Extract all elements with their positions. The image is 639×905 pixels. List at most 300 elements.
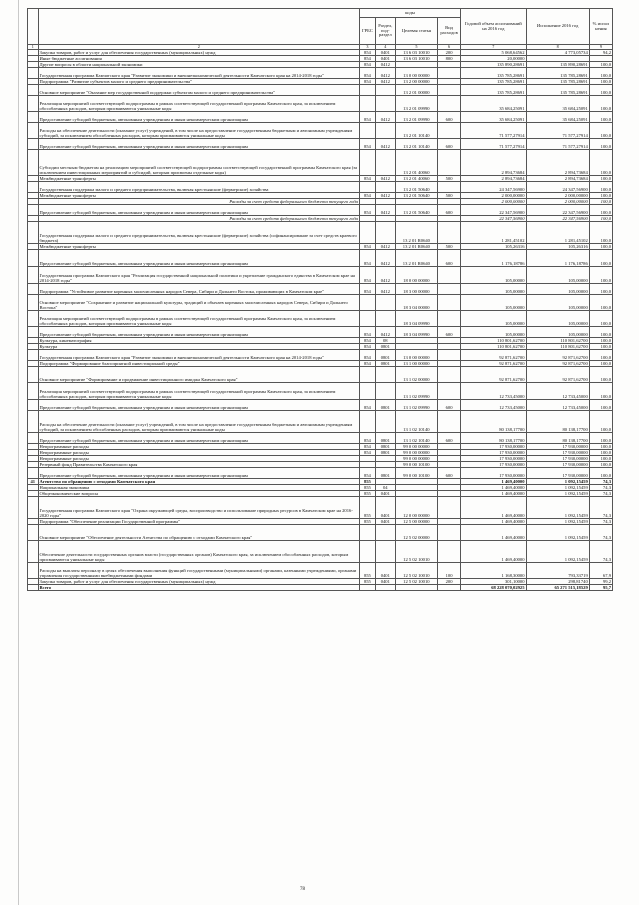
- table-row: [28, 383, 613, 400]
- row-grbs: [359, 295, 375, 311]
- row-name: Предоставление субсидий бюджетным, автономным учреждениям и иным некоммерческим организациям: [38, 327, 359, 338]
- row-number: [28, 85, 39, 96]
- row-statya: 13 2 01 40060: [395, 176, 437, 182]
- row-name: Основное мероприятие "Оказание мер государственной поддержки субъектам малого и среднего предпринимательства": [38, 85, 359, 96]
- row-name: Расходы на обеспечение деятельности (оказание услуг) учреждений, в том числе на предоставление государственным бюджетным и автономным учреждениям субсидий, за исключением обособленных расходов, которым присваиваются уникальные коды: [38, 123, 359, 139]
- row-vid: 600: [437, 327, 460, 338]
- table-row: [28, 350, 613, 361]
- row-statya: 13 0 00 00000: [395, 68, 437, 79]
- row-statya: 13 1 02 09990: [395, 383, 437, 400]
- row-name: Предоставление субсидий бюджетным, автономным учреждениям и иным некоммерческим организациям: [38, 112, 359, 123]
- row-vid: [437, 497, 460, 519]
- row-statya: 13 1 02 10140: [395, 411, 437, 433]
- table-row: [28, 295, 613, 311]
- row-razdel: 0401: [375, 519, 395, 525]
- row-plan-amount: 12 733,45000: [461, 383, 526, 400]
- row-statya: 13 2 01 09990: [395, 112, 437, 123]
- row-vid: [437, 123, 460, 139]
- row-razdel: [375, 383, 395, 400]
- row-name: Непрограммные расходы: [38, 456, 359, 462]
- row-grbs: [359, 585, 375, 591]
- row-statya: 13 2 01 R0640: [395, 244, 437, 250]
- row-number: [28, 96, 39, 112]
- row-fact-amount: 110 801,62700: [526, 344, 589, 350]
- row-percent: 100,0: [589, 176, 612, 182]
- row-statya: 99 0 00 10100: [395, 468, 437, 479]
- row-razdel: 0412: [375, 205, 395, 216]
- row-razdel: [375, 541, 395, 563]
- row-statya: 99 0 00 10100: [395, 462, 437, 468]
- row-fact-amount: 1 092,15459: [526, 519, 589, 525]
- row-name: Государственная программа Камчатского края "Развитие экономики и внешнеэкономической деятельности Камчатского края на 2014-2018 годы": [38, 68, 359, 79]
- row-number: [28, 541, 39, 563]
- row-percent: 100,0: [589, 123, 612, 139]
- row-statya: 13 2 01 50640: [395, 182, 437, 193]
- row-grbs: [359, 182, 375, 193]
- row-grbs: 854: [359, 193, 375, 199]
- row-percent: 100,0: [589, 311, 612, 327]
- row-grbs: 854: [359, 433, 375, 444]
- row-grbs: 854: [359, 267, 375, 284]
- table-row: [28, 563, 613, 579]
- row-vid: 600: [437, 139, 460, 150]
- row-percent: 100,0: [589, 444, 612, 450]
- row-fact-amount: 17 930,00000: [526, 444, 589, 450]
- row-plan-amount: 20,00000: [461, 56, 526, 62]
- row-percent: 100,0: [589, 112, 612, 123]
- row-grbs: 854: [359, 361, 375, 367]
- row-grbs: 854: [359, 338, 375, 344]
- row-plan-amount: 35 684,25091: [461, 96, 526, 112]
- row-fact-amount: 1 176,18786: [526, 250, 589, 267]
- row-fact-amount: 1 281,45102: [526, 222, 589, 244]
- row-razdel: 0801: [375, 444, 395, 450]
- row-plan-amount: 105,26316: [461, 244, 526, 250]
- row-vid: 600: [437, 205, 460, 216]
- row-percent: 100,0: [589, 199, 612, 205]
- row-name: Расходы за счет средств федерального бюджета текущего года: [38, 216, 359, 222]
- table-row: [28, 367, 613, 383]
- row-number: [28, 182, 39, 193]
- header-plan: Годовой объем ассигнований на 2016 год: [461, 9, 526, 45]
- row-name: Непрограммные расходы: [38, 450, 359, 456]
- row-percent: 74,3: [589, 519, 612, 525]
- row-plan-amount: 17 930,00000: [461, 462, 526, 468]
- row-plan-amount: 92 871,62700: [461, 367, 526, 383]
- row-percent: 100,0: [589, 85, 612, 96]
- row-razdel: [375, 222, 395, 244]
- row-razdel: 0412: [375, 327, 395, 338]
- row-name: Культура: [38, 344, 359, 350]
- row-razdel: 0401: [375, 579, 395, 585]
- row-statya: 13 6 03 10010: [395, 50, 437, 56]
- row-fact-amount: 65 271 515,18529: [526, 585, 589, 591]
- table-row: [28, 222, 613, 244]
- column-number: 8: [526, 45, 589, 50]
- row-grbs: [359, 85, 375, 96]
- row-plan-amount: 17 930,00000: [461, 468, 526, 479]
- row-name: Закупка товаров, работ и услуг для обеспечения государственных (муниципальных) нужд: [38, 579, 359, 585]
- row-statya: 13 6 03 10010: [395, 56, 437, 62]
- row-razdel: 0801: [375, 361, 395, 367]
- row-statya: 12 0 00 00000: [395, 497, 437, 519]
- row-number: [28, 525, 39, 541]
- row-percent: 100,0: [589, 284, 612, 295]
- row-razdel: 0412: [375, 267, 395, 284]
- table-row: [28, 525, 613, 541]
- row-grbs: 854: [359, 444, 375, 450]
- header-row-top: [28, 9, 613, 18]
- row-statya: 12 5 02 10010: [395, 541, 437, 563]
- row-vid: [437, 284, 460, 295]
- row-razdel: [375, 150, 395, 176]
- row-grbs: 855: [359, 497, 375, 519]
- row-fact-amount: 92 871,62700: [526, 361, 589, 367]
- row-grbs: 854: [359, 344, 375, 350]
- row-percent: 74,3: [589, 497, 612, 519]
- row-percent: 100,0: [589, 205, 612, 216]
- row-statya: 13 2 01 R0640: [395, 222, 437, 244]
- row-percent: 74,3: [589, 491, 612, 497]
- row-name: Расходы за счет средств федерального бюджета текущего года: [38, 199, 359, 205]
- row-name: Основное мероприятие "Сохранение и развитие национальной культуры, традиций и обычаев коренных малочисленных народов Севера, Сибири и Дальнего Востока": [38, 295, 359, 311]
- row-statya: 13 2 01 50640: [395, 193, 437, 199]
- row-grbs: [359, 150, 375, 176]
- row-percent: 100,0: [589, 267, 612, 284]
- row-statya: 99 0 00 00000: [395, 450, 437, 456]
- row-name: Основное мероприятие "Обеспечение деятельности Агентства по обращению с отходами Камчатского края": [38, 525, 359, 541]
- row-razdel: 0801: [375, 450, 395, 456]
- row-plan-amount: 2 000,00000: [461, 199, 526, 205]
- row-name: Основное мероприятие "Формирование и продвижение инвестиционного имиджа Камчатского края": [38, 367, 359, 383]
- row-name: Подпрограмма "Развитие субъектов малого и среднего предпринимательства": [38, 79, 359, 85]
- row-razdel: 0412: [375, 112, 395, 123]
- row-number: [28, 497, 39, 519]
- row-razdel: 0801: [375, 468, 395, 479]
- row-plan-amount: 110 801,62700: [461, 344, 526, 350]
- row-razdel: [375, 96, 395, 112]
- row-plan-amount: 71 577,27914: [461, 139, 526, 150]
- row-name: Общеэкономические вопросы: [38, 491, 359, 497]
- row-razdel: 0401: [375, 497, 395, 519]
- row-percent: 100,0: [589, 250, 612, 267]
- row-percent: 100,0: [589, 216, 612, 222]
- row-statya: 13 1 02 09990: [395, 400, 437, 411]
- table-row: [28, 96, 613, 112]
- row-razdel: 0412: [375, 250, 395, 267]
- row-percent: 100,0: [589, 193, 612, 199]
- row-plan-amount: 71 577,27914: [461, 123, 526, 139]
- row-statya: 13 1 02 10140: [395, 433, 437, 444]
- row-statya: 13 2 01 00000: [395, 85, 437, 96]
- row-number: [28, 112, 39, 123]
- row-fact-amount: 105,00000: [526, 295, 589, 311]
- row-plan-amount: 1 469,40000: [461, 485, 526, 491]
- row-percent: 67,9: [589, 563, 612, 579]
- row-name: Непрограммные расходы: [38, 444, 359, 450]
- table-row: [28, 284, 613, 295]
- table-row: [28, 433, 613, 444]
- row-razdel: 0412: [375, 284, 395, 295]
- row-vid: 500: [437, 176, 460, 182]
- header-razdel: Раздел, под-раздел: [375, 18, 395, 45]
- row-vid: [437, 541, 460, 563]
- row-razdel: [375, 311, 395, 327]
- table-row: [28, 68, 613, 79]
- row-name: Расходы на обеспечение деятельности (оказание услуг) учреждений, в том числе на предоставление государственным бюджетным и автономным учреждениям субсидий, за исключением обособленных расходов, которым присваиваются уникальные коды: [38, 411, 359, 433]
- row-grbs: 854: [359, 79, 375, 85]
- row-razdel: 04: [375, 485, 395, 491]
- row-razdel: 0401: [375, 563, 395, 579]
- row-fact-amount: 1 092,15459: [526, 491, 589, 497]
- row-number: [28, 468, 39, 479]
- row-statya: 13 1 02 00000: [395, 367, 437, 383]
- row-grbs: 854: [359, 244, 375, 250]
- row-grbs: [359, 222, 375, 244]
- row-vid: [437, 525, 460, 541]
- row-percent: 74,3: [589, 485, 612, 491]
- row-plan-amount: 1 168,30000: [461, 563, 526, 579]
- row-fact-amount: 80 138,17700: [526, 411, 589, 433]
- row-plan-amount: 68 228 070,02925: [461, 585, 526, 591]
- row-fact-amount: 135 785,28691: [526, 68, 589, 79]
- row-name: Закупка товаров, работ и услуг для обеспечения государственных (муниципальных) нужд: [38, 50, 359, 56]
- row-vid: 600: [437, 400, 460, 411]
- row-statya: 12 5 00 00000: [395, 519, 437, 525]
- row-name: Подпрограмма "Обеспечение реализации Государственной программы": [38, 519, 359, 525]
- row-plan-amount: 105,00000: [461, 295, 526, 311]
- table-row: [28, 123, 613, 139]
- table-row: [28, 150, 613, 176]
- row-razdel: 0412: [375, 244, 395, 250]
- row-vid: 500: [437, 193, 460, 199]
- row-number: [28, 400, 39, 411]
- row-vid: 800: [437, 56, 460, 62]
- row-percent: 100,0: [589, 383, 612, 400]
- row-statya: 18 3 04 09990: [395, 311, 437, 327]
- row-plan-amount: 80 138,17700: [461, 411, 526, 433]
- row-fact-amount: 12 733,45000: [526, 400, 589, 411]
- row-grbs: [359, 411, 375, 433]
- row-fact-amount: 298,81740: [526, 579, 589, 585]
- row-fact-amount: 1 092,15459: [526, 541, 589, 563]
- row-plan-amount: 80 138,17700: [461, 433, 526, 444]
- table-row: [28, 411, 613, 433]
- row-grbs: 854: [359, 327, 375, 338]
- row-grbs: 854: [359, 112, 375, 123]
- row-vid: [437, 68, 460, 79]
- row-vid: [437, 367, 460, 383]
- table-row: [28, 400, 613, 411]
- row-percent: 94,2: [589, 50, 612, 56]
- row-percent: 100,0: [589, 433, 612, 444]
- row-plan-amount: 17 930,00000: [461, 456, 526, 462]
- row-number: [28, 222, 39, 244]
- header-statya: Целевая статья: [395, 18, 437, 45]
- row-percent: 100,0: [589, 222, 612, 244]
- table-row: [28, 205, 613, 216]
- row-fact-amount: 92 871,62700: [526, 367, 589, 383]
- row-plan-amount: 24 347,56900: [461, 182, 526, 193]
- row-grbs: 854: [359, 56, 375, 62]
- row-vid: 500: [437, 244, 460, 250]
- row-plan-amount: 105,00000: [461, 327, 526, 338]
- row-number: [28, 250, 39, 267]
- row-grbs: 854: [359, 139, 375, 150]
- row-percent: 95,7: [589, 585, 612, 591]
- table-row: [28, 311, 613, 327]
- row-grbs: 855: [359, 479, 375, 485]
- row-plan-amount: 5 068,64562: [461, 50, 526, 56]
- row-statya: 13 2 01 09990: [395, 96, 437, 112]
- row-razdel: [375, 123, 395, 139]
- row-grbs: [359, 123, 375, 139]
- row-plan-amount: 1 469,40000: [461, 497, 526, 519]
- row-number: [28, 327, 39, 338]
- table-row: [28, 85, 613, 96]
- row-percent: 100,0: [589, 400, 612, 411]
- row-name: Предоставление субсидий бюджетным, автономным учреждениям и иным некоммерческим организациям: [38, 433, 359, 444]
- row-plan-amount: 2 894,73684: [461, 176, 526, 182]
- row-vid: [437, 383, 460, 400]
- budget-execution-table: [27, 8, 613, 591]
- row-percent: 99,2: [589, 579, 612, 585]
- row-name: Предоставление субсидий бюджетным, автономным учреждениям и иным некоммерческим организациям: [38, 468, 359, 479]
- row-grbs: 854: [359, 50, 375, 56]
- row-razdel: 0801: [375, 344, 395, 350]
- row-fact-amount: 1 092,15459: [526, 497, 589, 519]
- table-row: [28, 267, 613, 284]
- header-pct: % испол нения: [589, 9, 612, 45]
- row-grbs: [359, 383, 375, 400]
- row-grbs: 854: [359, 62, 375, 68]
- row-vid: 600: [437, 112, 460, 123]
- row-name: Реализация мероприятий соответствующей подпрограммы в рамках соответствующей государственной программы Камчатского края, за исключением обособленных расходов, которым присваиваются уникальные коды: [38, 383, 359, 400]
- row-grbs: 854: [359, 176, 375, 182]
- row-name: Расходы на выплаты персоналу в целях обеспечения выполнения функций государственными (муниципальными) органами, казенными учреждениями, органами управления государственными внебюджетными фондами: [38, 563, 359, 579]
- row-name: Государственная программа Камчатского края "Развитие экономики и внешнеэкономической деятельности Камчатского края на 2014-2018 годы": [38, 350, 359, 361]
- row-name: Межбюджетные трансферты: [38, 244, 359, 250]
- row-name: Иные бюджетные ассигнования: [38, 56, 359, 62]
- row-statya: 12 5 02 10010: [395, 563, 437, 579]
- row-name: Обеспечение деятельности государственных органов власти (государственных органов) Камчатского края, за исключением обособленных расходов, которым присваиваются уникальные коды: [38, 541, 359, 563]
- row-percent: 100,0: [589, 344, 612, 350]
- row-vid: 600: [437, 433, 460, 444]
- row-percent: 74,3: [589, 541, 612, 563]
- row-razdel: 0801: [375, 433, 395, 444]
- row-fact-amount: 12 733,45000: [526, 383, 589, 400]
- row-statya: 12 5 02 10010: [395, 579, 437, 585]
- row-grbs: 854: [359, 284, 375, 295]
- row-fact-amount: 1 092,15459: [526, 479, 589, 485]
- row-vid: 100: [437, 563, 460, 579]
- row-fact-amount: 17 930,00000: [526, 468, 589, 479]
- row-statya: 13 2 01 10140: [395, 139, 437, 150]
- row-plan-amount: 135 785,28691: [461, 68, 526, 79]
- row-name: Межбюджетные трансферты: [38, 193, 359, 199]
- row-vid: [437, 96, 460, 112]
- row-plan-amount: 1 469,40000: [461, 525, 526, 541]
- row-number: [28, 295, 39, 311]
- row-razdel: 0412: [375, 139, 395, 150]
- row-fact-amount: 1 092,15459: [526, 525, 589, 541]
- row-vid: 200: [437, 579, 460, 585]
- row-plan-amount: 1 469,40000: [461, 519, 526, 525]
- row-vid: [437, 350, 460, 361]
- row-statya: 99 0 00 00000: [395, 456, 437, 462]
- row-plan-amount: 135 890,28691: [461, 62, 526, 68]
- row-statya: 13 2 01 10140: [395, 123, 437, 139]
- row-plan-amount: 92 871,62700: [461, 361, 526, 367]
- row-vid: [437, 295, 460, 311]
- row-name: Субсидии местным бюджетам на реализацию мероприятий соответствующей подпрограммы соответствующей государственной программы Камчатского края (за исключением инвестиционных мероприятий и субсидий, которым присвоены отдельные коды): [38, 150, 359, 176]
- row-fact-amount: 110 801,62700: [526, 338, 589, 344]
- table-row: [28, 497, 613, 519]
- row-number: [28, 433, 39, 444]
- binding-edge: [18, 0, 19, 905]
- row-plan-amount: 105,00000: [461, 284, 526, 295]
- row-fact-amount: 17 930,00000: [526, 462, 589, 468]
- row-plan-amount: 17 930,00000: [461, 444, 526, 450]
- row-percent: 100,0: [589, 68, 612, 79]
- row-grbs: 854: [359, 450, 375, 456]
- row-razdel: [375, 295, 395, 311]
- row-name: Подпрограмма "Устойчивое развитие коренных малочисленных народов Севера, Сибири и Дальнего Востока, проживающих в Камчатском крае": [38, 284, 359, 295]
- row-razdel: 0412: [375, 62, 395, 68]
- row-name: Национальная экономика: [38, 485, 359, 491]
- row-plan-amount: 22 347,56900: [461, 216, 526, 222]
- row-fact-amount: 105,00000: [526, 284, 589, 295]
- row-grbs: 855: [359, 579, 375, 585]
- header-codes: коды: [359, 9, 460, 18]
- row-plan-amount: 1 469,40000: [461, 479, 526, 485]
- row-razdel: 0801: [375, 350, 395, 361]
- row-plan-amount: 22 347,56900: [461, 205, 526, 216]
- row-plan-amount: 1 281,45102: [461, 222, 526, 244]
- row-razdel: [375, 367, 395, 383]
- row-razdel: [375, 411, 395, 433]
- row-name: Государственная поддержка малого и среднего предпринимательства, включая крестьянские (фермерские) хозяйства: [38, 182, 359, 193]
- row-statya: 13 2 01 40060: [395, 150, 437, 176]
- row-fact-amount: 22 347,56900: [526, 216, 589, 222]
- row-statya: 13 2 01 R0640: [395, 250, 437, 267]
- row-fact-amount: 793,33719: [526, 563, 589, 579]
- row-percent: 100,0: [589, 295, 612, 311]
- row-statya: 12 5 02 00000: [395, 525, 437, 541]
- row-grbs: 855: [359, 519, 375, 525]
- row-name: Предоставление субсидий бюджетным, автономным учреждениям и иным некоммерческим организациям: [38, 139, 359, 150]
- row-fact-amount: 105,00000: [526, 327, 589, 338]
- row-percent: 100,0: [589, 468, 612, 479]
- row-vid: [437, 585, 460, 591]
- row-statya: 18 3 00 00000: [395, 284, 437, 295]
- row-plan-amount: 92 871,62700: [461, 350, 526, 361]
- row-razdel: 08: [375, 338, 395, 344]
- row-statya: 18 3 04 09990: [395, 327, 437, 338]
- row-number: [28, 150, 39, 176]
- row-number: [28, 311, 39, 327]
- row-percent: 100,0: [589, 462, 612, 468]
- row-number: [28, 267, 39, 284]
- row-statya: [395, 585, 437, 591]
- row-percent: 74,3: [589, 479, 612, 485]
- row-vid: [437, 222, 460, 244]
- column-number: 1: [28, 45, 39, 50]
- row-grbs: 855: [359, 485, 375, 491]
- row-percent: 100,0: [589, 456, 612, 462]
- row-percent: 100,0: [589, 182, 612, 193]
- row-plan-amount: 12 733,45000: [461, 400, 526, 411]
